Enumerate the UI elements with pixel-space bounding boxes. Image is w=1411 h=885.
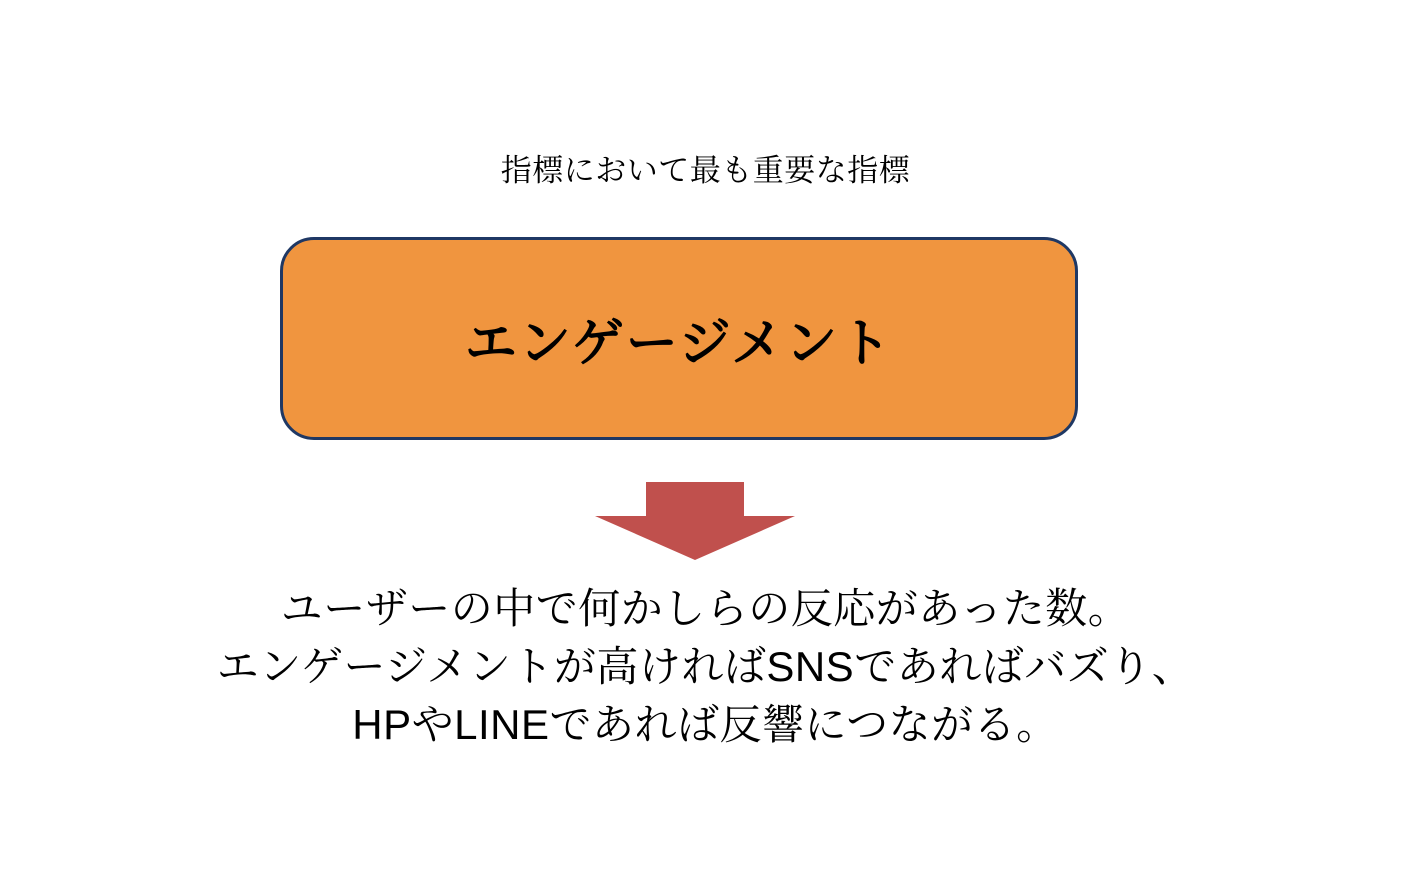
slide-caption: 指標において最も重要な指標 [500, 153, 911, 188]
description-line-3: HPやLINEであれば反響につながる。 [352, 701, 1059, 748]
description-line-2: エンゲージメントが高ければSNSであればバズり、 [216, 643, 1195, 690]
description-block [0, 580, 1411, 754]
description-line-1: ユーザーの中で何かしらの反応があった数。 [280, 585, 1131, 632]
engagement-box-label: エンゲージメント [464, 315, 894, 373]
engagement-box [280, 237, 1078, 440]
down-arrow-icon [595, 482, 795, 560]
